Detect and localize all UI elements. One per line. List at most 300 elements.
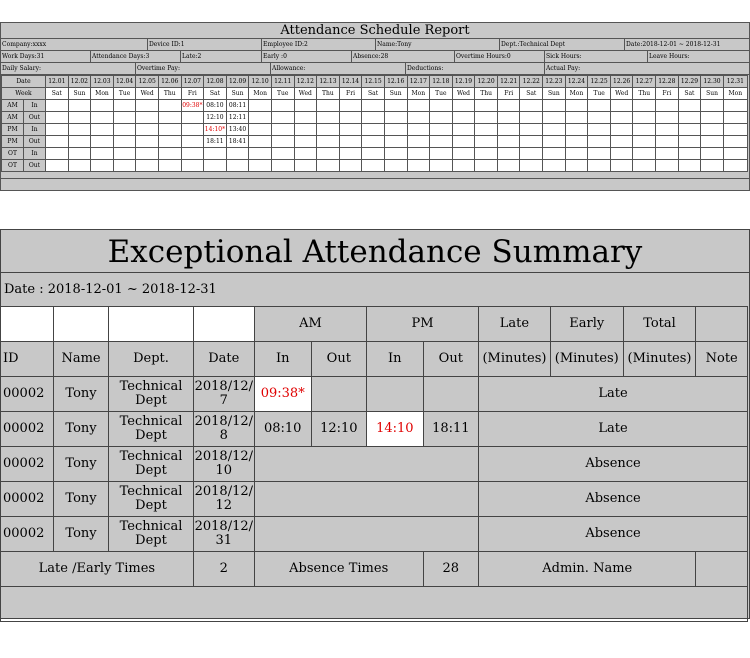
punch-cell — [158, 148, 181, 160]
employee-dept: Technical Dept — [109, 412, 193, 447]
pm-in-header: In — [367, 342, 423, 377]
blank-footer-row — [1, 587, 748, 622]
weekday-cell: Tue — [113, 88, 136, 100]
punch-cell — [294, 160, 317, 172]
punch-cell — [633, 136, 656, 148]
punch-cell — [294, 124, 317, 136]
weekday-cell: Wed — [294, 88, 317, 100]
record-date: 2018/12/31 — [193, 517, 254, 552]
employee-id: 00002 — [1, 482, 54, 517]
punch-cell — [475, 100, 498, 112]
punch-cell — [407, 112, 430, 124]
punch-cell — [271, 136, 294, 148]
period-label: AM — [2, 100, 24, 112]
punch-cell — [678, 160, 701, 172]
device-id-field: Device ID:1 — [148, 39, 262, 50]
punch-cell — [271, 160, 294, 172]
date-cell: 12.08 — [204, 76, 227, 88]
punch-cell: 08:10 — [204, 100, 227, 112]
actual-pay-field: Actual Pay: — [546, 65, 581, 72]
am-in-header: In — [254, 342, 311, 377]
leave-hours-field: Leave Hours: — [649, 53, 690, 60]
week-label: Week — [2, 88, 46, 100]
punch-cell — [271, 100, 294, 112]
punch-cell — [407, 136, 430, 148]
absence-times-label: Absence Times — [254, 552, 423, 587]
am-header: AM — [254, 307, 366, 342]
punch-cell — [407, 100, 430, 112]
punch-cell — [136, 136, 159, 148]
punch-cell — [407, 160, 430, 172]
date-cell: 12.20 — [475, 76, 498, 88]
date-header: Date — [193, 342, 254, 377]
punch-row — [2, 124, 748, 136]
punch-cell — [249, 136, 272, 148]
status-text: Late — [479, 377, 748, 412]
punch-cell — [158, 124, 181, 136]
allowance-field: Allowance: — [271, 63, 406, 74]
absence-times-value: 28 — [423, 552, 479, 587]
punch-cell — [91, 136, 114, 148]
date-cell: 12.06 — [158, 76, 181, 88]
punch-cell — [339, 148, 362, 160]
date-label: Date — [2, 76, 46, 88]
punch-cell — [588, 112, 611, 124]
date-cell: 12.25 — [588, 76, 611, 88]
date-cell: 12.17 — [407, 76, 430, 88]
work-days-field: Work Days:31 — [1, 51, 91, 62]
punch-cell — [113, 160, 136, 172]
date-row — [2, 76, 748, 88]
weekday-cell: Sun — [226, 88, 249, 100]
overtime-hours-field: Overtime Hours:0 — [455, 51, 545, 62]
pm-in-time: 14:10 — [367, 412, 423, 447]
blank-footer-cell — [1, 587, 748, 622]
punch-cell — [158, 112, 181, 124]
punch-cell: 12:11 — [226, 112, 249, 124]
punch-cell — [678, 124, 701, 136]
table-row — [1, 412, 748, 447]
punch-cell — [181, 112, 204, 124]
punch-cell — [565, 100, 588, 112]
punch-type-label: Out — [24, 112, 46, 124]
punch-cell — [68, 112, 91, 124]
dept-field: Dept.:Technical Dept — [500, 39, 625, 50]
weekday-cell: Sat — [204, 88, 227, 100]
status-text: Absence — [479, 447, 748, 482]
pm-header: PM — [367, 307, 479, 342]
punch-cell — [317, 136, 340, 148]
punch-cell — [384, 136, 407, 148]
am-in-time: 08:10 — [254, 412, 311, 447]
date-cell: 12.29 — [678, 76, 701, 88]
punch-cell — [475, 136, 498, 148]
punch-cell — [384, 148, 407, 160]
punch-cell — [633, 148, 656, 160]
punch-cell — [543, 136, 566, 148]
pm-out-header: Out — [423, 342, 479, 377]
punch-cell — [294, 136, 317, 148]
period-label: PM — [2, 124, 24, 136]
punch-type-label: Out — [24, 136, 46, 148]
punch-cell — [633, 100, 656, 112]
punch-cell — [452, 124, 475, 136]
weekday-cell: Sun — [543, 88, 566, 100]
weekday-cell: Thu — [158, 88, 181, 100]
info-row-company — [1, 39, 749, 51]
employee-dept: Technical Dept — [109, 482, 193, 517]
punch-cell — [610, 100, 633, 112]
date-cell: 12.22 — [520, 76, 543, 88]
punch-cell — [68, 148, 91, 160]
pm-out-time: 18:11 — [423, 412, 479, 447]
am-out-time — [311, 377, 367, 412]
date-cell: 12.04 — [113, 76, 136, 88]
weekday-cell: Fri — [656, 88, 679, 100]
punch-cell — [475, 124, 498, 136]
punch-cell — [91, 112, 114, 124]
date-cell: 12.15 — [362, 76, 385, 88]
punch-cell — [565, 124, 588, 136]
punch-cell — [136, 124, 159, 136]
late-early-value: 2 — [193, 552, 254, 587]
deductions-field: Deductions: — [406, 63, 545, 74]
punch-cell — [430, 100, 453, 112]
date-cell: 12.21 — [497, 76, 520, 88]
punch-cell — [430, 124, 453, 136]
employee-name: Tony — [53, 517, 109, 552]
admin-name-label: Admin. Name — [479, 552, 696, 587]
punch-cell — [271, 124, 294, 136]
attendance-calendar-grid — [1, 75, 748, 172]
early-field: Early :0 — [262, 51, 352, 62]
punch-cell — [113, 136, 136, 148]
punch-cell — [588, 100, 611, 112]
punch-cell — [701, 112, 724, 124]
punch-row — [2, 112, 748, 124]
punch-cell — [113, 100, 136, 112]
punch-cell — [362, 148, 385, 160]
punch-cell — [723, 160, 747, 172]
punch-times-empty — [254, 482, 478, 517]
punch-cell — [588, 160, 611, 172]
punch-type-label: Out — [24, 160, 46, 172]
date-cell: 12.09 — [226, 76, 249, 88]
company-field: Company:xxxx — [1, 39, 148, 50]
report-title: Attendance Schedule Report — [1, 23, 749, 39]
punch-cell — [701, 124, 724, 136]
date-cell: 12.13 — [317, 76, 340, 88]
weekday-cell: Sun — [384, 88, 407, 100]
name-header: Name — [53, 342, 109, 377]
late-minutes-header: (Minutes) — [479, 342, 551, 377]
punch-cell — [475, 160, 498, 172]
date-cell: 12.10 — [249, 76, 272, 88]
punch-cell — [520, 100, 543, 112]
punch-cell — [317, 160, 340, 172]
punch-cell — [317, 148, 340, 160]
employee-id: 00002 — [1, 412, 54, 447]
punch-cell — [68, 124, 91, 136]
daily-salary-field: Daily Salary: — [1, 63, 136, 74]
punch-cell — [723, 148, 747, 160]
summary-date-range: Date : 2018-12-01 ~ 2018-12-31 — [1, 272, 749, 306]
status-text: Late — [479, 412, 748, 447]
punch-cell — [656, 100, 679, 112]
sick-hours-field: Sick Hours: — [545, 51, 648, 62]
punch-cell — [678, 148, 701, 160]
employee-id-field: Employee ID:2 — [262, 39, 376, 50]
weekday-cell: Tue — [430, 88, 453, 100]
name-field: Name:Tony — [376, 39, 500, 50]
date-cell: 12.12 — [294, 76, 317, 88]
punch-cell — [249, 148, 272, 160]
punch-cell — [158, 100, 181, 112]
punch-cell — [113, 124, 136, 136]
punch-cell — [610, 160, 633, 172]
punch-cell — [520, 148, 543, 160]
date-cell: 12.23 — [543, 76, 566, 88]
punch-cell — [543, 100, 566, 112]
punch-cell — [226, 148, 249, 160]
punch-cell — [181, 160, 204, 172]
punch-cell — [136, 100, 159, 112]
punch-cell — [136, 160, 159, 172]
punch-cell — [452, 100, 475, 112]
employee-name: Tony — [53, 412, 109, 447]
employee-id: 00002 — [1, 517, 54, 552]
weekday-cell: Sat — [520, 88, 543, 100]
punch-cell — [249, 124, 272, 136]
punch-cell — [339, 112, 362, 124]
punch-times-empty — [254, 447, 478, 482]
weekday-cell: Wed — [136, 88, 159, 100]
admin-name-value — [696, 552, 748, 587]
period-label: PM — [2, 136, 24, 148]
punch-cell — [91, 148, 114, 160]
record-date: 2018/12/8 — [193, 412, 254, 447]
punch-cell — [497, 100, 520, 112]
punch-cell — [384, 100, 407, 112]
table-row — [1, 482, 748, 517]
punch-cell — [407, 124, 430, 136]
punch-cell — [249, 160, 272, 172]
punch-cell — [158, 136, 181, 148]
table-row — [1, 377, 748, 412]
id-header: ID — [1, 342, 54, 377]
punch-cell — [475, 112, 498, 124]
punch-cell — [520, 124, 543, 136]
punch-cell — [452, 160, 475, 172]
am-in-time: 09:38* — [254, 377, 311, 412]
weekday-cell: Wed — [452, 88, 475, 100]
punch-cell — [723, 112, 747, 124]
punch-cell — [46, 100, 69, 112]
am-out-time: 12:10 — [311, 412, 367, 447]
punch-cell — [656, 124, 679, 136]
punch-cell — [497, 148, 520, 160]
punch-cell — [339, 136, 362, 148]
punch-cell — [339, 160, 362, 172]
summary-title: Exceptional Attendance Summary — [107, 234, 643, 270]
punch-row — [2, 160, 748, 172]
punch-cell — [497, 136, 520, 148]
attendance-days-field: Attendance Days:3 — [91, 51, 181, 62]
date-cell: 12.27 — [633, 76, 656, 88]
punch-cell — [610, 136, 633, 148]
punch-cell — [656, 160, 679, 172]
date-cell: 12.24 — [565, 76, 588, 88]
date-cell: 12.03 — [91, 76, 114, 88]
punch-cell — [497, 160, 520, 172]
punch-cell — [68, 160, 91, 172]
punch-cell — [520, 136, 543, 148]
status-text: Absence — [479, 517, 748, 552]
total-minutes-header: (Minutes) — [623, 342, 696, 377]
employee-id: 00002 — [1, 377, 54, 412]
punch-cell — [362, 124, 385, 136]
punch-cell — [701, 160, 724, 172]
punch-cell — [610, 112, 633, 124]
punch-cell — [452, 136, 475, 148]
punch-cell — [294, 112, 317, 124]
punch-cell — [565, 148, 588, 160]
punch-cell — [678, 100, 701, 112]
total-header: Total — [623, 307, 696, 342]
date-cell: 12.01 — [46, 76, 69, 88]
late-field: Late:2 — [181, 51, 262, 62]
period-label: OT — [2, 148, 24, 160]
date-cell: 12.02 — [68, 76, 91, 88]
punch-cell — [588, 124, 611, 136]
punch-cell — [588, 148, 611, 160]
table-row — [1, 517, 748, 552]
punch-cell — [678, 112, 701, 124]
date-cell: 12.11 — [271, 76, 294, 88]
weekday-cell: Fri — [339, 88, 362, 100]
punch-cell — [520, 160, 543, 172]
record-date: 2018/12/10 — [193, 447, 254, 482]
punch-cell — [610, 148, 633, 160]
punch-cell — [723, 136, 747, 148]
punch-cell — [656, 148, 679, 160]
punch-cell — [565, 112, 588, 124]
punch-cell — [362, 136, 385, 148]
punch-cell: 13:40 — [226, 124, 249, 136]
punch-cell — [91, 160, 114, 172]
punch-cell — [317, 124, 340, 136]
summary-table — [0, 306, 748, 622]
weekday-cell: Sat — [362, 88, 385, 100]
punch-cell — [452, 148, 475, 160]
punch-cell — [678, 136, 701, 148]
note-header: Note — [696, 342, 748, 377]
punch-cell — [543, 112, 566, 124]
weekday-cell: Thu — [633, 88, 656, 100]
punch-cell — [384, 112, 407, 124]
weekday-cell: Fri — [497, 88, 520, 100]
punch-cell — [475, 148, 498, 160]
punch-cell — [46, 124, 69, 136]
employee-name: Tony — [53, 377, 109, 412]
date-cell: 12.19 — [452, 76, 475, 88]
punch-cell — [701, 148, 724, 160]
attendance-schedule-report — [0, 22, 750, 191]
punch-cell — [701, 136, 724, 148]
totals-row — [1, 552, 748, 587]
weekday-cell: Wed — [610, 88, 633, 100]
punch-times-empty — [254, 517, 478, 552]
punch-cell — [271, 112, 294, 124]
report-footer — [1, 178, 749, 191]
punch-cell — [339, 124, 362, 136]
punch-cell — [543, 160, 566, 172]
info-row-work — [1, 51, 749, 63]
date-cell: 12.14 — [339, 76, 362, 88]
punch-cell — [46, 160, 69, 172]
punch-cell — [158, 160, 181, 172]
weekday-cell: Mon — [249, 88, 272, 100]
employee-dept: Technical Dept — [109, 377, 193, 412]
weekday-cell: Tue — [271, 88, 294, 100]
date-cell: 12.18 — [430, 76, 453, 88]
early-minutes-header: (Minutes) — [550, 342, 623, 377]
punch-cell: 12:10 — [204, 112, 227, 124]
punch-cell — [204, 160, 227, 172]
punch-type-label: In — [24, 100, 46, 112]
status-text: Absence — [479, 482, 748, 517]
punch-cell — [543, 124, 566, 136]
punch-cell — [407, 148, 430, 160]
punch-cell — [46, 148, 69, 160]
employee-id: 00002 — [1, 447, 54, 482]
punch-cell — [136, 112, 159, 124]
weekday-cell: Thu — [317, 88, 340, 100]
punch-cell — [610, 124, 633, 136]
punch-cell — [46, 136, 69, 148]
date-range-field: Date:2018-12-01 ~ 2018-12-31 — [626, 41, 721, 48]
record-date: 2018/12/7 — [193, 377, 254, 412]
header-row-2 — [1, 342, 748, 377]
punch-cell — [249, 100, 272, 112]
exceptional-attendance-summary — [0, 229, 750, 619]
punch-cell — [430, 136, 453, 148]
punch-cell — [384, 124, 407, 136]
punch-cell — [633, 160, 656, 172]
punch-cell — [113, 148, 136, 160]
late-early-label: Late /Early Times — [1, 552, 194, 587]
employee-dept: Technical Dept — [109, 447, 193, 482]
punch-cell — [46, 112, 69, 124]
punch-cell — [91, 124, 114, 136]
punch-cell: 09:38* — [181, 100, 204, 112]
weekday-cell: Tue — [588, 88, 611, 100]
punch-row — [2, 136, 748, 148]
punch-cell — [452, 112, 475, 124]
punch-cell — [633, 124, 656, 136]
punch-cell — [339, 100, 362, 112]
punch-cell — [656, 136, 679, 148]
table-row — [1, 447, 748, 482]
punch-cell — [294, 100, 317, 112]
punch-cell — [497, 124, 520, 136]
punch-row — [2, 148, 748, 160]
punch-cell — [362, 160, 385, 172]
punch-cell — [91, 100, 114, 112]
punch-cell: 18:41 — [226, 136, 249, 148]
date-cell: 12.26 — [610, 76, 633, 88]
weekday-cell: Mon — [407, 88, 430, 100]
